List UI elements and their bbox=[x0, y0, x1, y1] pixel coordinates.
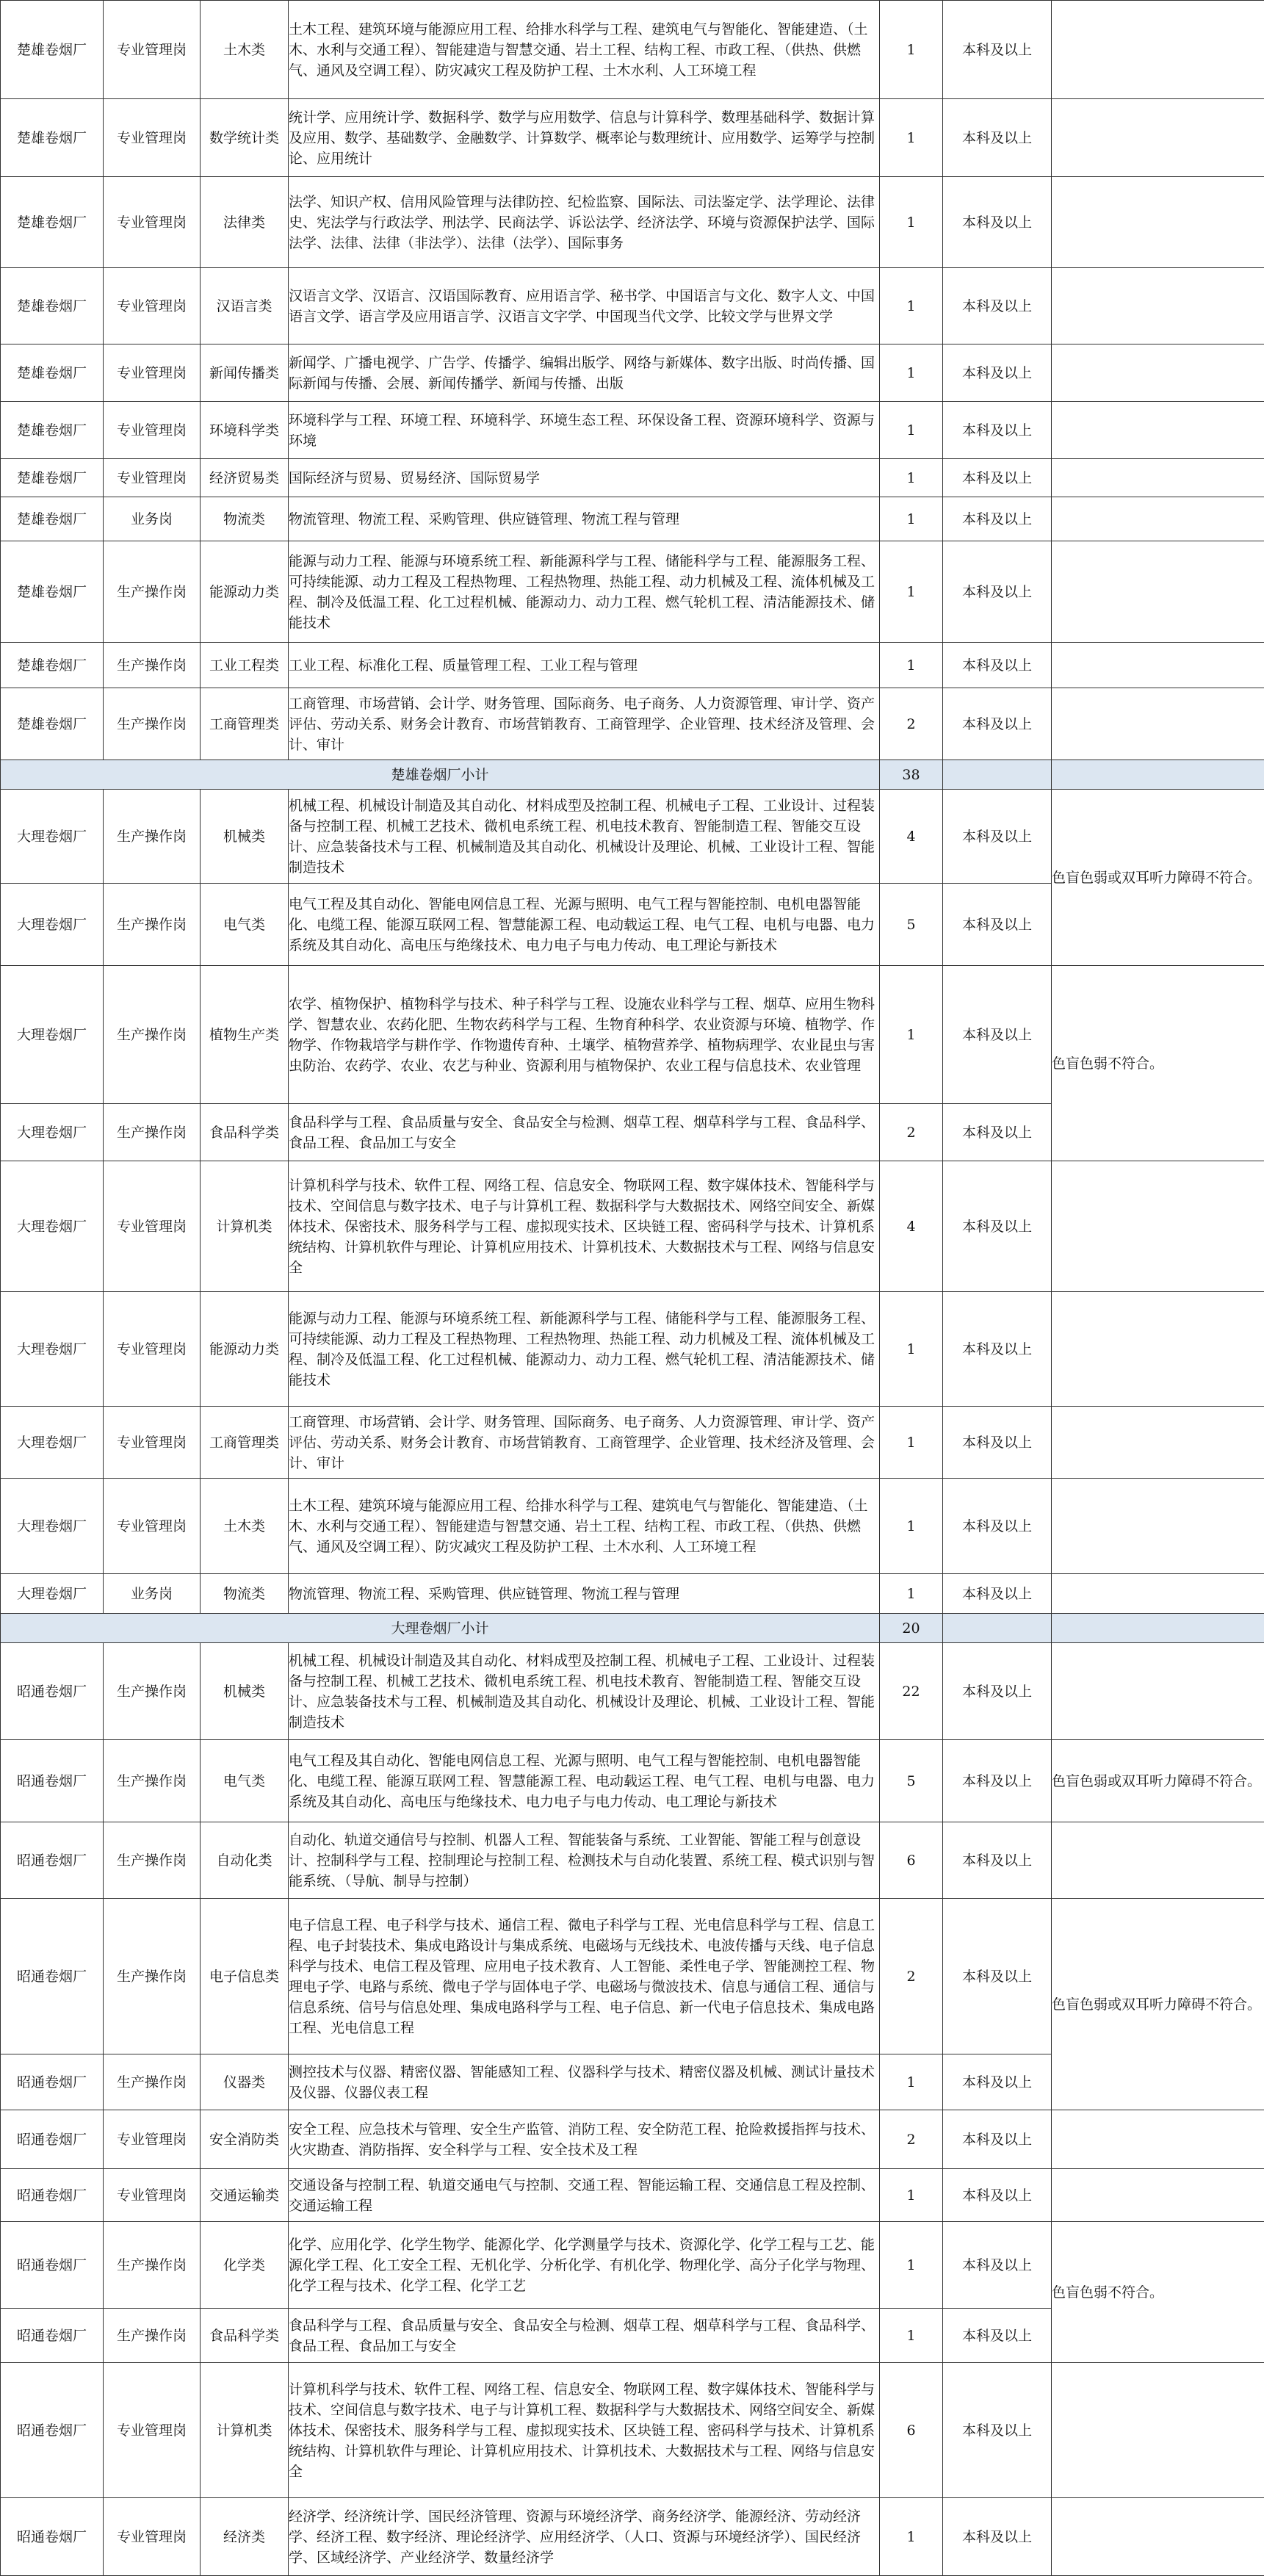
table-row bbox=[1, 1899, 1264, 2054]
unit-cell: 昭通卷烟厂 bbox=[1, 1899, 104, 2054]
note-cell bbox=[1052, 2363, 1264, 2498]
majors-cell: 物流管理、物流工程、采购管理、供应链管理、物流工程与管理 bbox=[289, 1574, 880, 1614]
subtotal-count: 20 bbox=[880, 1614, 943, 1643]
unit-cell: 昭通卷烟厂 bbox=[1, 2054, 104, 2110]
unit-cell: 楚雄卷烟厂 bbox=[1, 497, 104, 541]
note-cell bbox=[1052, 177, 1264, 268]
post-cell: 专业管理岗 bbox=[104, 2363, 201, 2498]
post-cell: 专业管理岗 bbox=[104, 1292, 201, 1407]
count-cell: 1 bbox=[880, 402, 943, 459]
unit-cell: 楚雄卷烟厂 bbox=[1, 402, 104, 459]
unit-cell: 大理卷烟厂 bbox=[1, 790, 104, 884]
education-cell: 本科及以上 bbox=[943, 459, 1052, 497]
table-row bbox=[1, 497, 1264, 541]
post-cell: 专业管理岗 bbox=[104, 2169, 201, 2222]
post-cell: 生产操作岗 bbox=[104, 541, 201, 643]
education-cell: 本科及以上 bbox=[943, 2110, 1052, 2169]
count-cell: 1 bbox=[880, 2169, 943, 2222]
category-cell: 工商管理类 bbox=[201, 1407, 289, 1479]
category-cell: 能源动力类 bbox=[201, 541, 289, 643]
education-cell: 本科及以上 bbox=[943, 2054, 1052, 2110]
count-cell: 6 bbox=[880, 1822, 943, 1899]
unit-cell: 楚雄卷烟厂 bbox=[1, 541, 104, 643]
unit-cell: 昭通卷烟厂 bbox=[1, 2498, 104, 2576]
note-cell bbox=[1052, 1, 1264, 99]
unit-cell: 昭通卷烟厂 bbox=[1, 1740, 104, 1822]
post-cell: 专业管理岗 bbox=[104, 1479, 201, 1574]
category-cell: 自动化类 bbox=[201, 1822, 289, 1899]
count-cell: 5 bbox=[880, 1740, 943, 1822]
majors-cell: 交通设备与控制工程、轨道交通电气与控制、交通工程、智能运输工程、交通信息工程及控制、交通运输工程 bbox=[289, 2169, 880, 2222]
category-cell: 数学统计类 bbox=[201, 99, 289, 177]
note-cell bbox=[1052, 2498, 1264, 2576]
majors-cell: 物流管理、物流工程、采购管理、供应链管理、物流工程与管理 bbox=[289, 497, 880, 541]
category-cell: 机械类 bbox=[201, 790, 289, 884]
note-cell bbox=[1052, 2110, 1264, 2169]
majors-cell: 能源与动力工程、能源与环境系统工程、新能源科学与工程、储能科学与工程、能源服务工程、可持续能源、动力工程及工程热物理、工程热物理、热能工程、动力机械及工程、流体机械及工程、制冷及低温工程、化工过程机械、能源动力、动力工程、燃气轮机工程、清洁能源技术、储能技术 bbox=[289, 541, 880, 643]
post-cell: 生产操作岗 bbox=[104, 966, 201, 1104]
subtotal-row bbox=[1, 1614, 1264, 1643]
category-cell: 食品科学类 bbox=[201, 1104, 289, 1161]
table-row bbox=[1, 790, 1264, 884]
unit-cell: 大理卷烟厂 bbox=[1, 1161, 104, 1292]
count-cell: 1 bbox=[880, 1292, 943, 1407]
category-cell: 法律类 bbox=[201, 177, 289, 268]
post-cell: 生产操作岗 bbox=[104, 884, 201, 966]
table-row bbox=[1, 1161, 1264, 1292]
count-cell: 22 bbox=[880, 1643, 943, 1740]
unit-cell: 楚雄卷烟厂 bbox=[1, 344, 104, 402]
majors-cell: 自动化、轨道交通信号与控制、机器人工程、智能装备与系统、工业智能、智能工程与创意设计、控制科学与工程、控制理论与控制工程、检测技术与自动化装置、系统工程、模式识别与智能系统、（导航、制导与控制） bbox=[289, 1822, 880, 1899]
post-cell: 业务岗 bbox=[104, 497, 201, 541]
count-cell: 1 bbox=[880, 459, 943, 497]
table-row bbox=[1, 1740, 1264, 1822]
note-cell bbox=[1052, 643, 1264, 688]
count-cell: 5 bbox=[880, 884, 943, 966]
count-cell: 4 bbox=[880, 1161, 943, 1292]
empty-cell bbox=[1052, 1614, 1264, 1643]
category-cell: 物流类 bbox=[201, 497, 289, 541]
category-cell: 电气类 bbox=[201, 1740, 289, 1822]
post-cell: 专业管理岗 bbox=[104, 177, 201, 268]
majors-cell: 计算机科学与技术、软件工程、网络工程、信息安全、物联网工程、数字媒体技术、智能科学与技术、空间信息与数字技术、电子与计算机工程、数据科学与大数据技术、网络空间安全、新媒体技术、保密技术、服务科学与工程、虚拟现实技术、区块链工程、密码科学与技术、计算机系统结构、计算机软件与理论、计算机应用技术、计算机技术、大数据技术与工程、网络与信息安全 bbox=[289, 1161, 880, 1292]
unit-cell: 楚雄卷烟厂 bbox=[1, 268, 104, 344]
note-cell bbox=[1052, 268, 1264, 344]
note-cell bbox=[1052, 497, 1264, 541]
majors-cell: 土木工程、建筑环境与能源应用工程、给排水科学与工程、建筑电气与智能化、智能建造、（土木、水利与交通工程）、智能建造与智慧交通、岩土工程、结构工程、市政工程、（供热、供燃气、通风及空调工程）、防灾减灾工程及防护工程、土木水利、人工环境工程 bbox=[289, 1479, 880, 1574]
majors-cell: 工商管理、市场营销、会计学、财务管理、国际商务、电子商务、人力资源管理、审计学、资产评估、劳动关系、财务会计教育、市场营销教育、工商管理学、企业管理、技术经济及管理、会计、审计 bbox=[289, 688, 880, 760]
note-cell: 色盲色弱不符合。 bbox=[1052, 2222, 1264, 2363]
count-cell: 2 bbox=[880, 2110, 943, 2169]
post-cell: 生产操作岗 bbox=[104, 1822, 201, 1899]
count-cell: 1 bbox=[880, 177, 943, 268]
unit-cell: 昭通卷烟厂 bbox=[1, 2169, 104, 2222]
majors-cell: 统计学、应用统计学、数据科学、数学与应用数学、信息与计算科学、数理基础科学、数据计算及应用、数学、基础数学、金融数学、计算数学、概率论与数理统计、应用数学、运筹学与控制论、应用统计 bbox=[289, 99, 880, 177]
table-row bbox=[1, 643, 1264, 688]
count-cell: 4 bbox=[880, 790, 943, 884]
count-cell: 1 bbox=[880, 2498, 943, 2576]
education-cell: 本科及以上 bbox=[943, 1407, 1052, 1479]
subtotal-label: 楚雄卷烟厂小计 bbox=[1, 760, 880, 790]
majors-cell: 计算机科学与技术、软件工程、网络工程、信息安全、物联网工程、数字媒体技术、智能科学与技术、空间信息与数字技术、电子与计算机工程、数据科学与大数据技术、网络空间安全、新媒体技术、保密技术、服务科学与工程、虚拟现实技术、区块链工程、密码科学与技术、计算机系统结构、计算机软件与理论、计算机应用技术、计算机技术、大数据技术与工程、网络与信息安全 bbox=[289, 2363, 880, 2498]
post-cell: 专业管理岗 bbox=[104, 2498, 201, 2576]
category-cell: 食品科学类 bbox=[201, 2309, 289, 2363]
unit-cell: 楚雄卷烟厂 bbox=[1, 643, 104, 688]
category-cell: 经济贸易类 bbox=[201, 459, 289, 497]
post-cell: 专业管理岗 bbox=[104, 99, 201, 177]
education-cell: 本科及以上 bbox=[943, 268, 1052, 344]
majors-cell: 能源与动力工程、能源与环境系统工程、新能源科学与工程、储能科学与工程、能源服务工程、可持续能源、动力工程及工程热物理、工程热物理、热能工程、动力机械及工程、流体机械及工程、制冷及低温工程、化工过程机械、能源动力、动力工程、燃气轮机工程、清洁能源技术、储能技术 bbox=[289, 1292, 880, 1407]
majors-cell: 安全工程、应急技术与管理、安全生产监管、消防工程、安全防范工程、抢险救援指挥与技术、火灾勘查、消防指挥、安全科学与工程、安全技术及工程 bbox=[289, 2110, 880, 2169]
note-cell: 色盲色弱或双耳听力障碍不符合。 bbox=[1052, 1899, 1264, 2110]
education-cell: 本科及以上 bbox=[943, 2498, 1052, 2576]
category-cell: 土木类 bbox=[201, 1, 289, 99]
majors-cell: 土木工程、建筑环境与能源应用工程、给排水科学与工程、建筑电气与智能化、智能建造、（土木、水利与交通工程）、智能建造与智慧交通、岩土工程、结构工程、市政工程、（供热、供燃气、通风及空调工程）、防灾减灾工程及防护工程、土木水利、人工环境工程 bbox=[289, 1, 880, 99]
majors-cell: 机械工程、机械设计制造及其自动化、材料成型及控制工程、机械电子工程、工业设计、过程装备与控制工程、机械工艺技术、微机电系统工程、机电技术教育、智能制造工程、智能交互设计、应急装备技术与工程、机械制造及其自动化、机械设计及理论、机械、工业设计工程、智能制造技术 bbox=[289, 790, 880, 884]
empty-cell bbox=[943, 760, 1052, 790]
unit-cell: 大理卷烟厂 bbox=[1, 1292, 104, 1407]
table-row bbox=[1, 177, 1264, 268]
category-cell: 物流类 bbox=[201, 1574, 289, 1614]
table-row bbox=[1, 966, 1264, 1104]
empty-cell bbox=[1052, 760, 1264, 790]
education-cell: 本科及以上 bbox=[943, 688, 1052, 760]
note-cell: 色盲色弱或双耳听力障碍不符合。 bbox=[1052, 790, 1264, 966]
education-cell: 本科及以上 bbox=[943, 1822, 1052, 1899]
category-cell: 植物生产类 bbox=[201, 966, 289, 1104]
table-row bbox=[1, 1292, 1264, 1407]
education-cell: 本科及以上 bbox=[943, 966, 1052, 1104]
category-cell: 工业工程类 bbox=[201, 643, 289, 688]
count-cell: 1 bbox=[880, 1479, 943, 1574]
education-cell: 本科及以上 bbox=[943, 884, 1052, 966]
unit-cell: 昭通卷烟厂 bbox=[1, 2309, 104, 2363]
post-cell: 生产操作岗 bbox=[104, 2054, 201, 2110]
post-cell: 生产操作岗 bbox=[104, 688, 201, 760]
post-cell: 生产操作岗 bbox=[104, 643, 201, 688]
table-row bbox=[1, 2110, 1264, 2169]
note-cell bbox=[1052, 1479, 1264, 1574]
unit-cell: 大理卷烟厂 bbox=[1, 1479, 104, 1574]
education-cell: 本科及以上 bbox=[943, 2169, 1052, 2222]
category-cell: 电子信息类 bbox=[201, 1899, 289, 2054]
majors-cell: 国际经济与贸易、贸易经济、国际贸易学 bbox=[289, 459, 880, 497]
majors-cell: 测控技术与仪器、精密仪器、智能感知工程、仪器科学与技术、精密仪器及机械、测试计量技术及仪器、仪器仪表工程 bbox=[289, 2054, 880, 2110]
education-cell: 本科及以上 bbox=[943, 1740, 1052, 1822]
note-cell bbox=[1052, 1292, 1264, 1407]
count-cell: 1 bbox=[880, 99, 943, 177]
category-cell: 工商管理类 bbox=[201, 688, 289, 760]
category-cell: 交通运输类 bbox=[201, 2169, 289, 2222]
category-cell: 新闻传播类 bbox=[201, 344, 289, 402]
note-cell bbox=[1052, 99, 1264, 177]
majors-cell: 食品科学与工程、食品质量与安全、食品安全与检测、烟草工程、烟草科学与工程、食品科学、食品工程、食品加工与安全 bbox=[289, 2309, 880, 2363]
post-cell: 生产操作岗 bbox=[104, 1104, 201, 1161]
count-cell: 1 bbox=[880, 966, 943, 1104]
subtotal-count: 38 bbox=[880, 760, 943, 790]
majors-cell: 化学、应用化学、化学生物学、能源化学、化学测量学与技术、资源化学、化学工程与工艺、能源化学工程、化工安全工程、无机化学、分析化学、有机化学、物理化学、高分子化学与物理、化学工程与技术、化学工程、化学工艺 bbox=[289, 2222, 880, 2309]
category-cell: 电气类 bbox=[201, 884, 289, 966]
post-cell: 业务岗 bbox=[104, 1574, 201, 1614]
note-cell bbox=[1052, 344, 1264, 402]
education-cell: 本科及以上 bbox=[943, 99, 1052, 177]
category-cell: 化学类 bbox=[201, 2222, 289, 2309]
unit-cell: 昭通卷烟厂 bbox=[1, 2363, 104, 2498]
category-cell: 安全消防类 bbox=[201, 2110, 289, 2169]
table-row bbox=[1, 1479, 1264, 1574]
post-cell: 生产操作岗 bbox=[104, 790, 201, 884]
education-cell: 本科及以上 bbox=[943, 1899, 1052, 2054]
empty-cell bbox=[943, 1614, 1052, 1643]
table-row bbox=[1, 268, 1264, 344]
count-cell: 2 bbox=[880, 688, 943, 760]
majors-cell: 工业工程、标准化工程、质量管理工程、工业工程与管理 bbox=[289, 643, 880, 688]
post-cell: 专业管理岗 bbox=[104, 1407, 201, 1479]
count-cell: 1 bbox=[880, 1574, 943, 1614]
table-body bbox=[1, 1, 1264, 2576]
post-cell: 生产操作岗 bbox=[104, 1899, 201, 2054]
category-cell: 计算机类 bbox=[201, 2363, 289, 2498]
unit-cell: 楚雄卷烟厂 bbox=[1, 459, 104, 497]
note-cell bbox=[1052, 1643, 1264, 1740]
table-row bbox=[1, 688, 1264, 760]
unit-cell: 大理卷烟厂 bbox=[1, 1407, 104, 1479]
education-cell: 本科及以上 bbox=[943, 2222, 1052, 2309]
count-cell: 1 bbox=[880, 2309, 943, 2363]
post-cell: 专业管理岗 bbox=[104, 1161, 201, 1292]
education-cell: 本科及以上 bbox=[943, 1, 1052, 99]
count-cell: 1 bbox=[880, 643, 943, 688]
education-cell: 本科及以上 bbox=[943, 541, 1052, 643]
education-cell: 本科及以上 bbox=[943, 1643, 1052, 1740]
table-row bbox=[1, 1407, 1264, 1479]
note-cell bbox=[1052, 459, 1264, 497]
majors-cell: 电气工程及其自动化、智能电网信息工程、光源与照明、电气工程与智能控制、电机电器智能化、电缆工程、能源互联网工程、智慧能源工程、电动载运工程、电气工程、电机与电器、电力系统及其自动化、高电压与绝缘技术、电力电子与电力传动、电工理论与新技术 bbox=[289, 884, 880, 966]
unit-cell: 大理卷烟厂 bbox=[1, 1104, 104, 1161]
education-cell: 本科及以上 bbox=[943, 1292, 1052, 1407]
category-cell: 仪器类 bbox=[201, 2054, 289, 2110]
education-cell: 本科及以上 bbox=[943, 1479, 1052, 1574]
count-cell: 1 bbox=[880, 268, 943, 344]
education-cell: 本科及以上 bbox=[943, 1574, 1052, 1614]
unit-cell: 昭通卷烟厂 bbox=[1, 1643, 104, 1740]
majors-cell: 工商管理、市场营销、会计学、财务管理、国际商务、电子商务、人力资源管理、审计学、资产评估、劳动关系、财务会计教育、市场营销教育、工商管理学、企业管理、技术经济及管理、会计、审计 bbox=[289, 1407, 880, 1479]
education-cell: 本科及以上 bbox=[943, 790, 1052, 884]
education-cell: 本科及以上 bbox=[943, 2363, 1052, 2498]
majors-cell: 法学、知识产权、信用风险管理与法律防控、纪检监察、国际法、司法鉴定学、法学理论、法律史、宪法学与行政法学、刑法学、民商法学、诉讼法学、经济法学、环境与资源保护法学、国际法学、法律、法律（非法学）、法律（法学）、国际事务 bbox=[289, 177, 880, 268]
majors-cell: 新闻学、广播电视学、广告学、传播学、编辑出版学、网络与新媒体、数字出版、时尚传播、国际新闻与传播、会展、新闻传播学、新闻与传播、出版 bbox=[289, 344, 880, 402]
table-row bbox=[1, 2363, 1264, 2498]
unit-cell: 昭通卷烟厂 bbox=[1, 1822, 104, 1899]
majors-cell: 机械工程、机械设计制造及其自动化、材料成型及控制工程、机械电子工程、工业设计、过程装备与控制工程、机械工艺技术、微机电系统工程、机电技术教育、智能制造工程、智能交互设计、应急装备技术与工程、机械制造及其自动化、机械设计及理论、机械、工业设计工程、智能制造技术 bbox=[289, 1643, 880, 1740]
majors-cell: 电子信息工程、电子科学与技术、通信工程、微电子科学与工程、光电信息科学与工程、信息工程、电子封装技术、集成电路设计与集成系统、电磁场与无线技术、电波传播与天线、电子信息科学与技术、电信工程及管理、应用电子技术教育、人工智能、柔性电子学、智能测控工程、物理电子学、电路与系统、微电子学与固体电子学、电磁场与微波技术、信息与通信工程、通信与信息系统、信号与信息处理、集成电路科学与工程、电子信息、新一代电子信息技术、集成电路工程、光电信息工程 bbox=[289, 1899, 880, 2054]
education-cell: 本科及以上 bbox=[943, 1161, 1052, 1292]
unit-cell: 楚雄卷烟厂 bbox=[1, 177, 104, 268]
count-cell: 6 bbox=[880, 2363, 943, 2498]
post-cell: 专业管理岗 bbox=[104, 344, 201, 402]
table-row bbox=[1, 2222, 1264, 2309]
note-cell bbox=[1052, 1822, 1264, 1899]
table-row bbox=[1, 402, 1264, 459]
unit-cell: 大理卷烟厂 bbox=[1, 966, 104, 1104]
category-cell: 机械类 bbox=[201, 1643, 289, 1740]
post-cell: 专业管理岗 bbox=[104, 2110, 201, 2169]
subtotal-row bbox=[1, 760, 1264, 790]
table-row bbox=[1, 2498, 1264, 2576]
education-cell: 本科及以上 bbox=[943, 2309, 1052, 2363]
count-cell: 2 bbox=[880, 1899, 943, 2054]
count-cell: 1 bbox=[880, 2054, 943, 2110]
post-cell: 生产操作岗 bbox=[104, 1643, 201, 1740]
table-row bbox=[1, 1643, 1264, 1740]
unit-cell: 楚雄卷烟厂 bbox=[1, 1, 104, 99]
category-cell: 经济类 bbox=[201, 2498, 289, 2576]
note-cell: 色盲色弱不符合。 bbox=[1052, 966, 1264, 1161]
unit-cell: 昭通卷烟厂 bbox=[1, 2110, 104, 2169]
unit-cell: 大理卷烟厂 bbox=[1, 1574, 104, 1614]
category-cell: 汉语言类 bbox=[201, 268, 289, 344]
unit-cell: 楚雄卷烟厂 bbox=[1, 99, 104, 177]
education-cell: 本科及以上 bbox=[943, 643, 1052, 688]
subtotal-label: 大理卷烟厂小计 bbox=[1, 1614, 880, 1643]
category-cell: 环境科学类 bbox=[201, 402, 289, 459]
unit-cell: 大理卷烟厂 bbox=[1, 884, 104, 966]
count-cell: 1 bbox=[880, 344, 943, 402]
post-cell: 生产操作岗 bbox=[104, 2222, 201, 2309]
note-cell: 色盲色弱或双耳听力障碍不符合。 bbox=[1052, 1740, 1264, 1822]
note-cell bbox=[1052, 402, 1264, 459]
post-cell: 生产操作岗 bbox=[104, 2309, 201, 2363]
education-cell: 本科及以上 bbox=[943, 1104, 1052, 1161]
education-cell: 本科及以上 bbox=[943, 497, 1052, 541]
majors-cell: 汉语言文学、汉语言、汉语国际教育、应用语言学、秘书学、中国语言与文化、数字人文、中国语言文学、语言学及应用语言学、汉语言文字学、中国现当代文学、比较文学与世界文学 bbox=[289, 268, 880, 344]
unit-cell: 楚雄卷烟厂 bbox=[1, 688, 104, 760]
post-cell: 专业管理岗 bbox=[104, 1, 201, 99]
majors-cell: 农学、植物保护、植物科学与技术、种子科学与工程、设施农业科学与工程、烟草、应用生物科学、智慧农业、农药化肥、生物农药科学与工程、生物育种科学、农业资源与环境、植物学、作物学、作物栽培学与耕作学、作物遗传育种、土壤学、植物营养学、植物病理学、农业昆虫与害虫防治、农药学、农业、农艺与种业、资源利用与植物保护、农业工程与信息技术、农业管理 bbox=[289, 966, 880, 1104]
unit-cell: 昭通卷烟厂 bbox=[1, 2222, 104, 2309]
table-row bbox=[1, 1, 1264, 99]
education-cell: 本科及以上 bbox=[943, 177, 1052, 268]
table-row bbox=[1, 344, 1264, 402]
count-cell: 1 bbox=[880, 1, 943, 99]
table-row bbox=[1, 1822, 1264, 1899]
note-cell bbox=[1052, 1161, 1264, 1292]
count-cell: 1 bbox=[880, 1407, 943, 1479]
education-cell: 本科及以上 bbox=[943, 402, 1052, 459]
note-cell bbox=[1052, 1407, 1264, 1479]
category-cell: 计算机类 bbox=[201, 1161, 289, 1292]
category-cell: 能源动力类 bbox=[201, 1292, 289, 1407]
post-cell: 专业管理岗 bbox=[104, 459, 201, 497]
majors-cell: 环境科学与工程、环境工程、环境科学、环境生态工程、环保设备工程、资源环境科学、资源与环境 bbox=[289, 402, 880, 459]
post-cell: 生产操作岗 bbox=[104, 1740, 201, 1822]
note-cell bbox=[1052, 2169, 1264, 2222]
table-row bbox=[1, 541, 1264, 643]
note-cell bbox=[1052, 688, 1264, 760]
table-row bbox=[1, 2169, 1264, 2222]
majors-cell: 经济学、经济统计学、国民经济管理、资源与环境经济学、商务经济学、能源经济、劳动经济学、经济工程、数字经济、理论经济学、应用经济学、（人口、资源与环境经济学）、国民经济学、区域经济学、产业经济学、数量经济学 bbox=[289, 2498, 880, 2576]
post-cell: 专业管理岗 bbox=[104, 402, 201, 459]
category-cell: 土木类 bbox=[201, 1479, 289, 1574]
post-cell: 专业管理岗 bbox=[104, 268, 201, 344]
table-row bbox=[1, 99, 1264, 177]
note-cell bbox=[1052, 541, 1264, 643]
count-cell: 1 bbox=[880, 541, 943, 643]
table-row bbox=[1, 459, 1264, 497]
count-cell: 1 bbox=[880, 497, 943, 541]
table-row bbox=[1, 1574, 1264, 1614]
majors-cell: 电气工程及其自动化、智能电网信息工程、光源与照明、电气工程与智能控制、电机电器智能化、电缆工程、能源互联网工程、智慧能源工程、电动载运工程、电气工程、电机与电器、电力系统及其自动化、高电压与绝缘技术、电力电子与电力传动、电工理论与新技术 bbox=[289, 1740, 880, 1822]
count-cell: 1 bbox=[880, 2222, 943, 2309]
note-cell bbox=[1052, 1574, 1264, 1614]
majors-cell: 食品科学与工程、食品质量与安全、食品安全与检测、烟草工程、烟草科学与工程、食品科学、食品工程、食品加工与安全 bbox=[289, 1104, 880, 1161]
education-cell: 本科及以上 bbox=[943, 344, 1052, 402]
count-cell: 2 bbox=[880, 1104, 943, 1161]
